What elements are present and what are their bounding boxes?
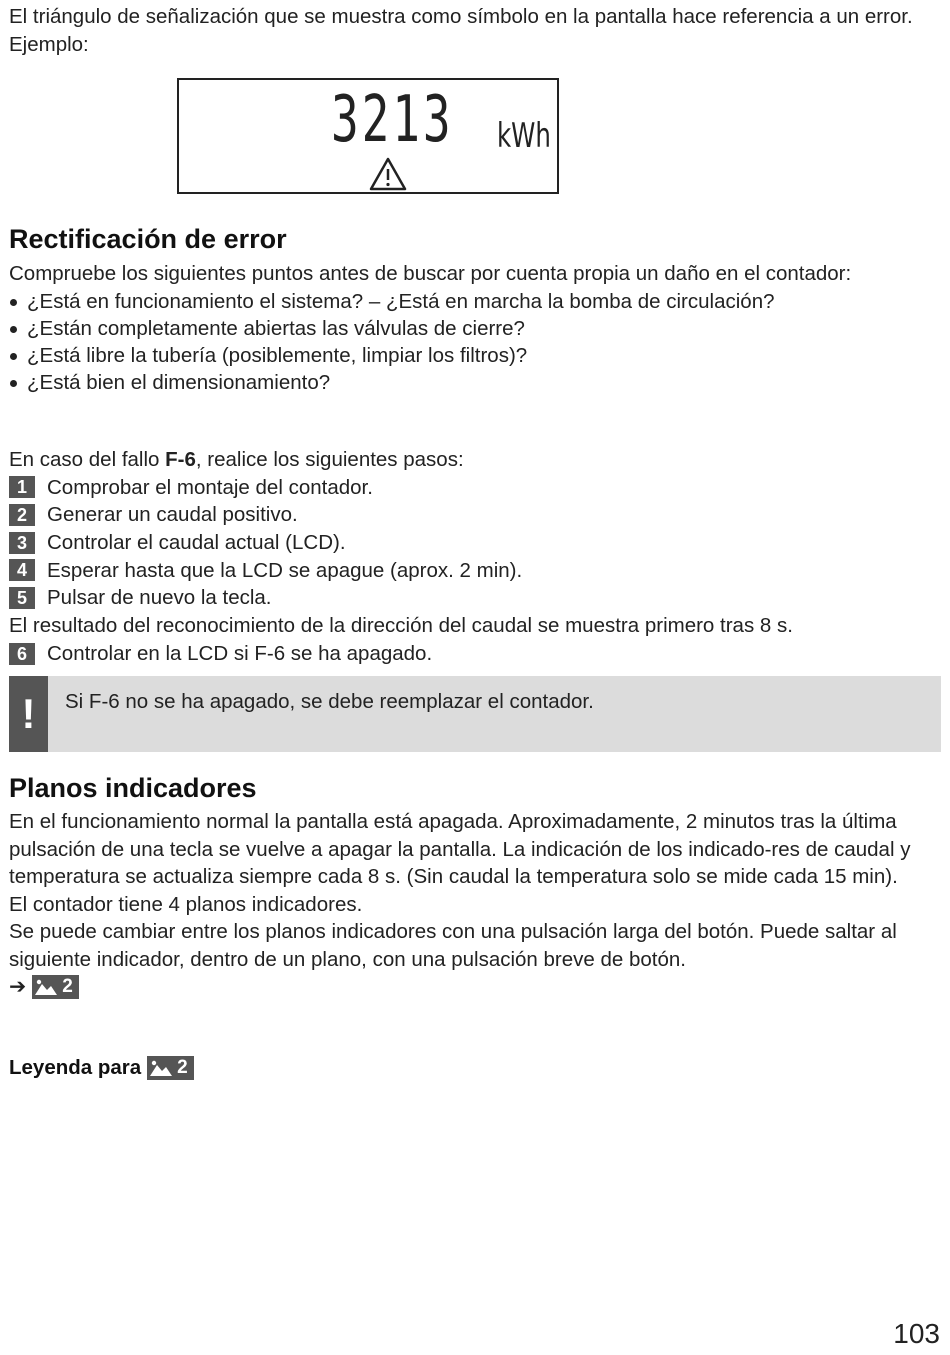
step-text: Pulsar de nuevo la tecla. <box>47 586 272 610</box>
figure-number: 2 <box>177 1057 188 1078</box>
list-item <box>9 342 941 369</box>
planos-section <box>9 808 941 1001</box>
fallo-lead-before: En caso del fallo <box>9 448 166 471</box>
step-text: Controlar en la LCD si F-6 se ha apagado. <box>47 641 433 665</box>
step-text: Controlar el caudal actual (LCD). <box>47 530 346 554</box>
legend-heading <box>9 1056 194 1080</box>
fallo-code: F-6 <box>165 448 196 471</box>
arrow-right-icon: ➔ <box>9 975 27 998</box>
step-item <box>9 584 941 612</box>
lcd-digits: 3213 <box>331 83 454 157</box>
step-number: 1 <box>9 476 35 498</box>
step-text: Generar un caudal positivo. <box>47 503 298 527</box>
bullet-icon <box>10 380 17 387</box>
image-icon <box>149 1059 173 1077</box>
step-item <box>9 501 941 529</box>
list-item-text: ¿Está libre la tubería (posiblemente, limpiar los filtros)? <box>27 343 528 367</box>
step-number: 5 <box>9 587 35 609</box>
lcd-unit: kWh <box>497 116 551 156</box>
list-item <box>9 369 941 396</box>
step-item <box>9 474 941 502</box>
list-item <box>9 288 941 315</box>
step-note: El resultado del reconocimiento de la dirección del caudal se muestra primero tras 8 s. <box>9 614 793 638</box>
step-number: 6 <box>9 643 35 665</box>
planos-para-2: El contador tiene 4 planos indicadores. <box>9 892 363 916</box>
step-number: 3 <box>9 532 35 554</box>
fallo-lead <box>9 446 941 474</box>
planos-para-3: Se puede cambiar entre los planos indicadores con una pulsación larga del botón. Puede saltar al siguiente indicador, dentro de un plano, con una pulsación breve de botón. <box>9 920 897 971</box>
bullet-icon <box>10 353 17 360</box>
figure-reference[interactable] <box>32 975 79 999</box>
bullet-icon <box>10 299 17 306</box>
step-number: 2 <box>9 504 35 526</box>
step-item <box>9 529 941 557</box>
legend-label: Leyenda para <box>9 1056 142 1079</box>
list-item-text: ¿Está en funcionamiento el sistema? – ¿Está en marcha la bomba de circulación? <box>27 289 775 313</box>
step-item <box>9 557 941 585</box>
list-item <box>9 315 941 342</box>
intro-text: El triángulo de señalización que se muestra como símbolo en la pantalla hace referencia a un error. Ejemplo: <box>9 5 913 56</box>
step-number: 4 <box>9 559 35 581</box>
exclamation-icon: ! <box>9 676 48 752</box>
checklist <box>9 288 941 396</box>
warning-text: Si F-6 no se ha apagado, se debe reemplazar el contador. <box>65 690 594 713</box>
image-icon <box>34 978 58 996</box>
rectificacion-section <box>9 260 941 396</box>
steps-list <box>9 474 941 668</box>
warning-triangle-icon <box>368 156 408 192</box>
lcd-display-example <box>177 78 559 194</box>
figure-number: 2 <box>62 976 73 997</box>
figure-reference-line <box>9 973 941 1001</box>
planos-para-1: En el funcionamiento normal la pantalla está apagada. Aproximadamente, 2 minutos tras la última pulsación de una tecla se vuelve a apagar la pantalla. La indicación de los indicado-res de caudal y temperatura se actualiza siempre cada 8 s. (Sin caudal la temperatura solo se mide cada 15 min). <box>9 810 911 888</box>
step-text: Esperar hasta que la LCD se apague (aprox. 2 min). <box>47 558 523 582</box>
warning-box <box>9 676 941 752</box>
heading-planos: Planos indicadores <box>9 773 257 803</box>
fallo-lead-after: , realice los siguientes pasos: <box>195 448 464 471</box>
list-item-text: ¿Está bien el dimensionamiento? <box>27 370 331 394</box>
rectificacion-intro: Compruebe los siguientes puntos antes de buscar por cuenta propia un daño en el contador: <box>9 262 852 285</box>
step-text: Comprobar el montaje del contador. <box>47 475 373 499</box>
page-number: 103 <box>893 1318 940 1349</box>
heading-rectificacion: Rectificación de error <box>9 224 287 254</box>
step-item <box>9 640 941 668</box>
fallo-section <box>9 446 941 667</box>
bullet-icon <box>10 326 17 333</box>
list-item-text: ¿Están completamente abiertas las válvulas de cierre? <box>27 316 525 340</box>
legend-figure-reference[interactable] <box>147 1056 194 1080</box>
